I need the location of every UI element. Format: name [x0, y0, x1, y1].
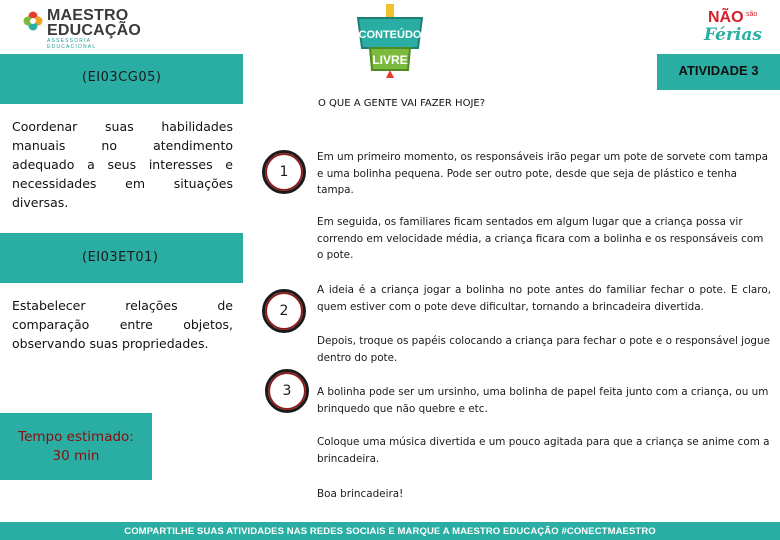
nao-sao-ferias-logo — [694, 6, 770, 46]
footer-hashtag: #CONECTMAESTRO — [561, 526, 656, 537]
instruction-paragraph: Em seguida, os familiares ficam sentados em algum lugar que a criança possa vir correndo em velocidade média, a criança ficara com a bolinha e os responsáveis com o pote. — [317, 216, 764, 261]
time-estimate-value: 30 min — [52, 448, 100, 464]
svg-text:Férias: Férias — [704, 25, 762, 45]
step-number-1: 1 — [262, 150, 306, 194]
brand-logo — [22, 7, 142, 50]
step-number-3: 3 — [265, 369, 309, 413]
closing-message: Boa brincadeira! — [317, 488, 404, 500]
svg-text:CONTEÚDO: CONTEÚDO — [358, 29, 422, 41]
instruction-paragraph: Coloque uma música divertida e um pouco agitada para que a criança se anime com a brincadeira. — [317, 436, 770, 465]
skill-description-2: Estabelecer relações de comparação entre objetos, observando suas propriedades. — [12, 298, 233, 351]
footer-message: COMPARTILHE SUAS ATIVIDADES NAS REDES SOCIAIS E MARQUE A MAESTRO EDUCAÇÃO — [124, 526, 559, 537]
skill-description-1: Coordenar suas habilidades manuais no atendimento adequado a seus interesses e necessidades em situações diversas. — [12, 119, 233, 210]
skill-code-2: (EI03ET01) — [82, 250, 159, 265]
time-estimate-label: Tempo estimado: — [18, 429, 134, 445]
flower-logo-icon — [22, 10, 44, 32]
brand-subtitle: ASSESSORIA EDUCACIONAL — [47, 38, 97, 50]
instruction-paragraph: Em um primeiro momento, os responsáveis irão pegar um pote de sorvete com tampa e uma bolinha pequena. Pode ser outro pote, desde que seja de plástico e tenha tampa. — [317, 151, 768, 196]
instruction-paragraph: Depois, troque os papéis colocando a criança para fechar o pote e o responsável jogue dentro do pote. — [317, 335, 770, 364]
svg-text:são: são — [746, 11, 758, 18]
instruction-paragraph: A ideia é a criança jogar a bolinha no pote antes do familiar fechar o pote. E claro, quem estiver com o pote deve dificultar, tornando a brincadeira divertida. — [317, 284, 771, 313]
conteudo-livre-badge — [352, 4, 428, 78]
svg-text:LIVRE: LIVRE — [372, 53, 408, 67]
skill-code-1: (EI03CG05) — [82, 70, 162, 85]
instruction-paragraph: A bolinha pode ser um ursinho, uma bolinha de papel feita junto com a criança, ou um brinquedo que não quebre e etc. — [317, 386, 769, 415]
activity-label: ATIVIDADE 3 — [678, 63, 759, 78]
time-estimate — [0, 428, 152, 466]
question-heading: O QUE A GENTE VAI FAZER HOJE? — [318, 98, 486, 109]
brand-name: MAESTRO EDUCAÇÃO — [47, 7, 142, 39]
step-number-2: 2 — [262, 289, 306, 333]
footer-text — [0, 526, 780, 537]
svg-text:NÃO: NÃO — [708, 9, 744, 26]
